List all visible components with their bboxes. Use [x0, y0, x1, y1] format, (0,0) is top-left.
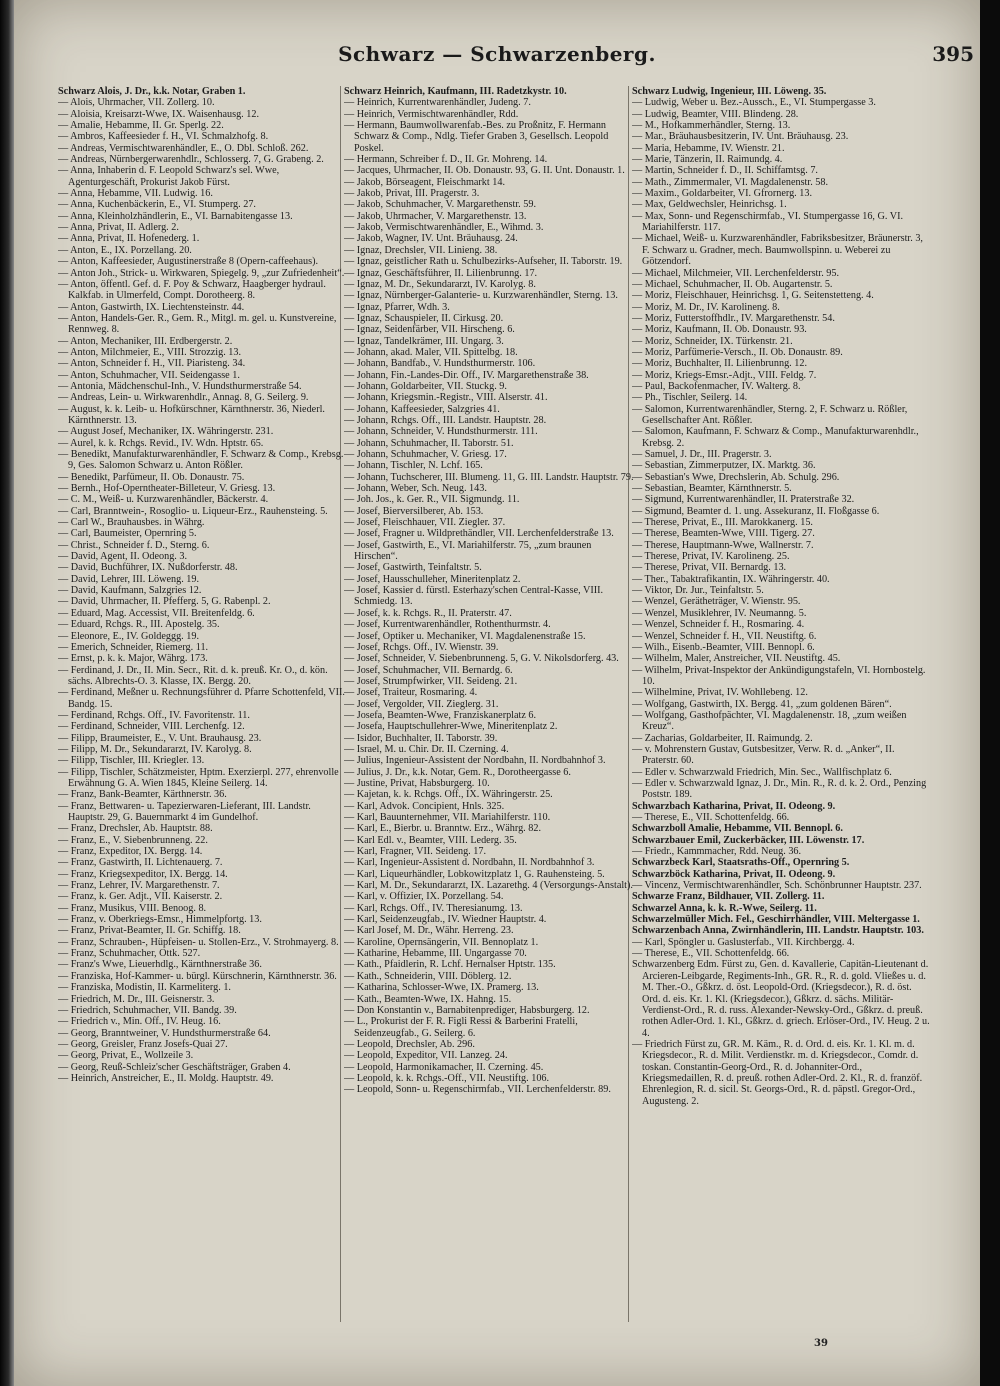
- directory-entry: — David, Lehrer, III. Löweng. 19.: [58, 573, 200, 585]
- directory-entry: — Paul, Backofenmacher, IV. Walterg. 8.: [632, 380, 801, 392]
- directory-entry: — Christ., Schneider f. D., Sterng. 6.: [58, 539, 210, 551]
- directory-entry: — Ignaz, Tandelkrämer, III. Ungarg. 3.: [344, 335, 504, 347]
- directory-entry: — Math., Zimmermaler, VI. Magdalenenstr. 58.: [632, 176, 829, 188]
- directory-entry: — Amalie, Hebamme, II. Gr. Sperlg. 22.: [58, 120, 224, 132]
- directory-entry: — Michael, Weiß- u. Kurzwarenhändler, Fabriksbesitzer, Bräunerstr. 3, F. Schwarz u. Gradner, mech. Baumwollspinn. u. Weberei zu Götzendorf.: [632, 233, 923, 268]
- directory-entry: — Johann, Tuchscherer, III. Blumeng. 11, G. III. Landstr. Hauptstr. 79.: [344, 471, 634, 483]
- directory-entry: — Karoline, Opernsängerin, VII. Bennoplatz 1.: [344, 936, 539, 948]
- directory-entry: — Franz, Expeditor, IX. Bergg. 14.: [58, 846, 203, 858]
- directory-entry: — Mar., Bräuhausbesitzerin, IV. Unt. Bräuhausg. 23.: [632, 131, 849, 143]
- directory-entry: — Josef, Gastwirth, Teinfaltstr. 5.: [344, 562, 482, 574]
- directory-heading-entry: Schwarzenbach Anna, Zwirnhändlerin, III. Landstr. Hauptstr. 103.: [632, 925, 924, 937]
- directory-entry: — Andreas, Nürnbergerwarenhdlr., Schlosserg. 7, G. Grabeng. 2.: [58, 154, 324, 166]
- directory-entry: — David, Agent, II. Odeong. 3.: [58, 551, 188, 563]
- directory-entry: — Josef, Fragner u. Wildprethändler, VII. Lerchenfelderstraße 13.: [344, 528, 614, 540]
- directory-entry: — Josef, Traiteur, Rosmaring. 4.: [344, 687, 478, 699]
- directory-entry: — Ferdinand, Rchgs. Off., IV. Favoritenstr. 11.: [58, 709, 250, 721]
- directory-entry: — Georg, Branntweiner, V. Hundsthurmerstraße 64.: [58, 1027, 271, 1039]
- directory-entry: — Franz, Drechsler, Ab. Hauptstr. 88.: [58, 823, 213, 835]
- directory-entry: — Maria, Hebamme, IV. Wienstr. 21.: [632, 142, 785, 154]
- directory-entry: — Benedikt, Parfümeur, II. Ob. Donaustr. 75.: [58, 471, 245, 483]
- directory-entry: — Moriz, Fleischhauer, Heinrichsg. 1, G. Seitenstetteng. 4.: [632, 290, 874, 302]
- directory-entry: — Sebastian, Zimmerputzer, IX. Marktg. 36.: [632, 460, 816, 472]
- directory-entry: — Wolfgang, Gastwirth, IX. Bergg. 41, „zum goldenen Bären“.: [632, 698, 892, 710]
- directory-entry: — Franz, Kriegsexpeditor, IX. Bergg. 14.: [58, 868, 228, 880]
- directory-entry: — Josef, Schneider, V. Siebenbrunneng. 5, G. V. Nikolsdorferg. 43.: [344, 653, 619, 665]
- directory-entry: — Franz, Musikus, VIII. Benoog. 8.: [58, 902, 207, 914]
- directory-entry: — Ther., Tabaktrafikantin, IX. Währingerstr. 40.: [632, 573, 830, 585]
- directory-heading-entry: Schwarzelmüller Mich. Fel., Geschirrhändler, VIII. Meltergasse 1.: [632, 914, 920, 926]
- directory-entry: — Therese, Beamten-Wwe, VIII. Tigerg. 27.: [632, 528, 815, 540]
- directory-entry: — Zacharias, Goldarbeiter, II. Raimundg. 2.: [632, 732, 813, 744]
- directory-entry: — Emerich, Schneider, Riemerg. 11.: [58, 641, 209, 653]
- directory-entry: — Karl, Liqueurhändler, Lobkowitzplatz 1, G. Rauhensteing. 5.: [344, 868, 605, 880]
- directory-entry: — Friedr., Kammmacher, Rdd. Neug. 36.: [632, 846, 802, 858]
- directory-entry: — Johann, Schneider, V. Hundsthurmerstr. 111.: [344, 426, 538, 438]
- directory-entry: — Filipp, Braumeister, E., V. Unt. Brauhausg. 23.: [58, 732, 262, 744]
- directory-entry: — Wilh., Eisenb.-Beamter, VIII. Bennopl. 6.: [632, 641, 815, 653]
- directory-heading-entry: Schwarzböck Katharina, Privat, II. Odeong. 9.: [632, 868, 836, 880]
- directory-entry: — Anna, Privat, II. Hofenederg. 1.: [58, 233, 200, 245]
- directory-entry: — Filipp, M. Dr., Sekundararzt, IV. Karolyg. 8.: [58, 743, 252, 755]
- directory-entry: — Therese, Privat, VII. Bernardg. 13.: [632, 562, 787, 574]
- directory-entry: — Josef, Kurrentwarenhändler, Rothenthurmstr. 4.: [344, 619, 551, 631]
- directory-entry: — Wolfgang, Gasthofpächter, VI. Magdalenenstr. 18, „zum weißen Kreuz“.: [632, 709, 907, 733]
- directory-entry: — Therese, E., VII. Schottenfeldg. 66.: [632, 948, 790, 960]
- directory-entry: — Johann, Goldarbeiter, VII. Stuckg. 9.: [344, 380, 507, 392]
- directory-entry: — Moriz, M. Dr., IV. Karolineng. 8.: [632, 301, 780, 313]
- directory-entry: — August Josef, Mechaniker, IX. Währingerstr. 231.: [58, 426, 274, 438]
- directory-heading-entry: Schwarz Heinrich, Kaufmann, III. Radetzkystr. 10.: [344, 86, 567, 97]
- directory-entry: — Friedrich v., Min. Off., IV. Heug. 16.: [58, 1016, 221, 1028]
- directory-entry: — Antonia, Mädchenschul-Inh., V. Hundsthurmerstraße 54.: [58, 380, 302, 392]
- directory-entry: — Salomon, Kaufmann, F. Schwarz & Comp., Manufakturwarenhdlr., Krebsg. 2.: [632, 426, 919, 449]
- directory-entry: — Franz's Wwe, Lieuerhdlg., Kärnthnerstraße 36.: [58, 959, 262, 971]
- directory-entry: — Ignaz, Geschäftsführer, II. Lilienbrunng. 17.: [344, 267, 538, 279]
- directory-entry: — Johann, Tischler, N. Lchf. 165.: [344, 460, 483, 472]
- directory-entry: — Ignaz, M. Dr., Sekundararzt, IV. Karolyg. 8.: [344, 278, 536, 290]
- directory-entry: — Anton, Mechaniker, III. Erdbergerstr. 2.: [58, 335, 233, 347]
- directory-entry: — Eduard, Rchgs. R., III. Apostelg. 35.: [58, 619, 220, 631]
- directory-entry: — Ferdinand, J. Dr., II. Min. Secr., Rit. d. k. preuß. Kr. O., d. kön. sächs. Albrechts-O. 3. Klasse, IX. Bergg. 20.: [58, 664, 328, 687]
- directory-column-2: [344, 86, 634, 1322]
- directory-entry: — Sebastian, Beamter, Kärnthnerstr. 5.: [632, 483, 792, 495]
- directory-entry: — Georg, Greisler, Franz Josefs-Quai 27.: [58, 1038, 228, 1050]
- directory-entry: — Josef, Hausschulleher, Mineritenplatz 2.: [344, 573, 521, 585]
- page-header: [14, 38, 980, 72]
- directory-entry: — Leopold, Drechsler, Ab. 296.: [344, 1038, 475, 1050]
- directory-entry: — v. Mohrenstern Gustav, Gutsbesitzer, Verw. R. d. „Anker“, II. Praterstr. 60.: [632, 743, 895, 767]
- directory-entry: — Karl Josef, M. Dr., Währ. Herreng. 23.: [344, 925, 514, 937]
- page-title: Schwarz — Schwarzenberg.: [338, 42, 656, 66]
- directory-entry: — Franz, v. Oberkriegs-Emsr., Himmelpfortg. 13.: [58, 914, 262, 926]
- directory-entry: — Leopold, k. k. Rchgs.-Off., VII. Neustiftg. 106.: [344, 1072, 550, 1084]
- directory-entry: — Julius, Ingenieur-Assistent der Nordbahn, II. Nordbahnhof 3.: [344, 755, 606, 767]
- directory-entry: — Karl, Ingenieur-Assistent d. Nordbahn, II. Nordbahnhof 3.: [344, 857, 595, 869]
- signature-mark: 39: [814, 1338, 828, 1349]
- directory-entry: — Ernst, p. k. k. Major, Währg. 173.: [58, 653, 208, 665]
- directory-entry: — Wilhelm, Privat-Inspektor der Ankündigungstafeln, VI. Hornbostelg. 10.: [632, 664, 926, 687]
- directory-entry: — Josefa, Beamten-Wwe, Franziskanerplatz 6.: [344, 709, 537, 721]
- directory-page: [14, 0, 980, 1386]
- directory-heading-entry: Schwarzbeck Karl, Staatsraths-Off., Opernring 5.: [632, 857, 850, 869]
- directory-entry: — Jakob, Uhrmacher, V. Margarethenstr. 13.: [344, 210, 527, 222]
- directory-entry: — Filipp, Tischler, Schätzmeister, Hptm. Exerzierpl. 277, ehrenvolle Erwähnung G. A. Wien 1845, Kleine Seilerg. 14.: [58, 766, 339, 789]
- directory-entry: — Johann, Bandfab., V. Hundsthurmerstr. 106.: [344, 358, 536, 370]
- directory-entry: — Jakob, Schuhmacher, V. Margarethenstr. 59.: [344, 199, 536, 211]
- directory-entry: — Josef, Gastwirth, E., VI. Mariahilferstr. 75, „zum braunen Hirschen“.: [344, 539, 592, 563]
- directory-entry: — Wenzel, Schneider f. H., Rosmaring. 4.: [632, 619, 805, 631]
- directory-entry: — Heinrich, Kurrentwarenhändler, Judeng. 7.: [344, 97, 531, 109]
- directory-entry: — Ferdinand, Schneider, VIII. Lerchenfg. 12.: [58, 721, 245, 733]
- directory-entry: — Jakob, Wagner, IV. Unt. Bräuhausg. 24.: [344, 233, 518, 245]
- directory-heading-entry: Schwarzbauer Emil, Zuckerbäcker, III. Löwenstr. 17.: [632, 834, 865, 846]
- directory-entry: — Josef, Fleischhauer, VII. Ziegler. 37.: [344, 517, 506, 529]
- directory-entry: — Ignaz, Drechsler, VII. Linieng. 38.: [344, 244, 498, 256]
- directory-entry: — Therese, Privat, IV. Karolineng. 25.: [632, 551, 790, 563]
- directory-entry: — Kath., Beamten-Wwe, IX. Hahng. 15.: [344, 993, 512, 1005]
- directory-entry: — Don Konstantin v., Barnabitenprediger, Habsburgerg. 12.: [344, 1004, 590, 1016]
- directory-entry: — Friedrich, Schuhmacher, VII. Bandg. 39.: [58, 1004, 237, 1016]
- directory-entry: — C. M., Weiß- u. Kurzwarenhändler, Bäckerstr. 4.: [58, 494, 269, 506]
- directory-entry: — Aloisia, Kreisarzt-Wwe, IX. Waisenhausg. 12.: [58, 108, 259, 120]
- directory-entry: — Jacques, Uhrmacher, II. Ob. Donaustr. 93, G. II. Unt. Donaustr. 1.: [344, 165, 625, 177]
- directory-entry: — Jakob, Vermischtwarenhändler, E., Wihmd. 3.: [344, 222, 544, 234]
- directory-entry: — Martin, Schneider f. D., II. Schiffamtsg. 7.: [632, 165, 818, 177]
- directory-entry: — Franz, Privat-Beamter, II. Gr. Schiffg. 18.: [58, 925, 241, 937]
- directory-entry: — Anna, Kuchenbäckerin, E., VI. Stumperg. 27.: [58, 199, 256, 211]
- directory-entry: — Johann, Kaffeesieder, Salzgries 41.: [344, 403, 500, 415]
- directory-entry: — Samuel, J. Dr., III. Pragerstr. 3.: [632, 449, 772, 460]
- directory-entry: — Moriz, Futterstoffhdlr., IV. Margarethenstr. 54.: [632, 312, 835, 324]
- directory-entry: — Max, Sonn- und Regenschirmfab., VI. Stumpergasse 16, G. VI. Mariahilferstr. 117.: [632, 210, 904, 234]
- directory-entry: — Sigmund, Beamter d. 1. ung. Assekuranz, II. Floßgasse 6.: [632, 505, 880, 517]
- directory-entry: — Ignaz, Pfarrer, Wdh. 3.: [344, 301, 450, 313]
- directory-entry: — Andreas, Lein- u. Wirkwarenhdlr., Annag. 8, G. Seilerg. 9.: [58, 392, 309, 404]
- directory-entry: — Friedrich Fürst zu, GR. M. Käm., R. d. Ord. d. eis. Kr. 1. Kl. m. d. Kriegsdecor., R. d. Milit. Verdienstkr. m. d. Kriegsdecor., Comdr. d. toskan. Constantin-Georg-Ord., R. d. Johanniter-Ord., Kriegsmedaillen, R. d. preuß. rothen Adler-Ord. 2. Kl., R. d. franzöf. Ehrenlegion, R. d. sicil. St. Georgs-Ord., R. d. päpstl. Gregor-Ord., Augusteng. 2.: [632, 1038, 923, 1107]
- directory-entry: — Anton, Kaffeesieder, Augustinerstraße 8 (Opern-caffeehaus).: [58, 256, 319, 268]
- directory-entry: — Wenzel, Schneider f. H., VII. Neustiftg. 6.: [632, 630, 817, 642]
- directory-entry: — Filipp, Tischler, III. Kriegler. 13.: [58, 755, 205, 767]
- directory-column-3: [632, 86, 932, 1322]
- directory-entry: — Franz, E., V. Siebenbrunneng. 22.: [58, 834, 208, 846]
- directory-entry: — Moriz, Buchhalter, II. Lilienbrunng. 12.: [632, 358, 808, 370]
- directory-entry: — Anton, Handels-Ger. R., Gem. R., Mitgl. m. gel. u. Kunstvereine, Rennweg. 8.: [58, 312, 337, 336]
- directory-entry: — Carl, Branntwein-, Rosoglio- u. Liqueur-Erz., Rauhensteing. 5.: [58, 505, 328, 517]
- directory-entry: — Franz, Bank-Beamter, Kärthnerstr. 36.: [58, 789, 227, 801]
- directory-entry: — Ambros, Kaffeesieder f. H., VI. Schmalzhofg. 8.: [58, 131, 269, 143]
- directory-entry: — Therese, Hauptmann-Wwe, Wallnerstr. 7.: [632, 539, 814, 551]
- directory-entry: — Josef, Kassier d. fürstl. Esterhazy'schen Central-Kasse, VIII. Schmiedg. 13.: [344, 585, 604, 608]
- directory-entry: — Anton, öffentl. Gef. d. F. Poy & Schwarz, Haagberger hydraul. Kalkfab. in Ulmerfeld, Compt. Dorotheerg. 8.: [58, 278, 326, 302]
- directory-entry: — Eduard, Mag. Accessist, VII. Breitenfeldg. 6.: [58, 607, 255, 619]
- directory-entry: — Karl, Bauunternehmer, VII. Mariahilferstr. 110.: [344, 812, 551, 823]
- directory-entry: — Josef, Schuhmacher, VII. Bernardg. 6.: [344, 664, 513, 676]
- directory-entry: — Ferdinand, Meßner u. Rechnungsführer d. Pfarre Schottenfeld, VII. Bandg. 15.: [58, 687, 345, 710]
- directory-entry: — Kath., Pfaidlerin, R. Lchf. Hernalser Hptstr. 135.: [344, 959, 556, 971]
- directory-entry: — Franz, Lehrer, IV. Margarethenstr. 7.: [58, 880, 220, 892]
- directory-entry: — David, Uhrmacher, II. Pfefferg. 5, G. Rabenpl. 2.: [58, 596, 271, 608]
- directory-entry: — Johann, Fin.-Landes-Dir. Off., IV. Margarethenstraße 38.: [344, 369, 589, 381]
- directory-entry: — Heinrich, Vermischtwarenhändler, Rdd.: [344, 108, 519, 120]
- directory-entry: — Carl W., Brauhausbes. in Währg.: [58, 517, 205, 529]
- directory-entry: — Josef, Strumpfwirker, VII. Seideng. 21.: [344, 675, 518, 687]
- directory-entry: — Anton, Gastwirth, IX. Liechtensteinstr. 44.: [58, 301, 245, 313]
- directory-entry: — Viktor, Dr. Jur., Teinfaltstr. 5.: [632, 585, 764, 597]
- directory-entry: — Moriz, Parfümerie-Versch., II. Ob. Donaustr. 89.: [632, 346, 843, 358]
- directory-entry: — Josef, Rchgs. Off., IV. Wienstr. 39.: [344, 641, 499, 653]
- directory-entry: — Carl, Baumeister, Opernring 5.: [58, 528, 197, 540]
- directory-entry: — Johann, akad. Maler, VII. Spittelbg. 18.: [344, 346, 518, 358]
- directory-entry: — Marie, Tänzerin, II. Raimundg. 4.: [632, 154, 783, 166]
- directory-entry: — David, Buchführer, IX. Nußdorferstr. 48.: [58, 562, 238, 574]
- directory-entry: — Georg, Reuß-Schleiz'scher Geschäftsträger, Graben 4.: [58, 1061, 291, 1073]
- directory-entry: — Karl, Seidenzeugfab., IV. Wiedner Hauptstr. 4.: [344, 914, 547, 926]
- page-number: 395: [932, 42, 974, 66]
- directory-heading-entry: Schwarz Alois, J. Dr., k.k. Notar, Graben 1.: [58, 86, 246, 97]
- directory-entry: — Franziska, Hof-Kammer- u. bürgl. Kürschnerin, Kärnthnerstr. 36.: [58, 970, 337, 982]
- directory-entry: — David, Kaufmann, Salzgries 12.: [58, 585, 202, 597]
- directory-entry: — Israel, M. u. Chir. Dr. II. Czerning. 4.: [344, 743, 509, 755]
- directory-heading-entry: Schwarze Franz, Bildhauer, VII. Zollerg. 11.: [632, 891, 825, 903]
- directory-entry: — Hermann, Schreiber f. D., II. Gr. Mohreng. 14.: [344, 154, 548, 166]
- directory-entry: — Moriz, Schneider, IX. Türkenstr. 21.: [632, 335, 793, 347]
- directory-entry: — Alois, Uhrmacher, VII. Zollerg. 10.: [58, 97, 215, 109]
- directory-column-1: [58, 86, 348, 1322]
- directory-entry: — Justine, Privat, Habsburgerg. 10.: [344, 777, 490, 789]
- directory-entry: — Josef, k. k. Rchgs. R., II. Praterstr. 47.: [344, 607, 512, 619]
- directory-entry: — Wenzel, Musiklehrer, IV. Neumanng. 5.: [632, 607, 807, 619]
- directory-entry: — Franz, Gastwirth, II. Lichtenauerg. 7.: [58, 857, 223, 869]
- directory-heading-entry: Schwarzbach Katharina, Privat, II. Odeong. 9.: [632, 800, 836, 812]
- directory-entry: — Franz, Schrauben-, Hüpfeisen- u. Stollen-Erz., V. Strohmayerg. 8.: [58, 936, 339, 948]
- directory-entry: — Anton, Milchmeier, E., VIII. Strozzig. 13.: [58, 346, 242, 358]
- directory-entry: — Josef, Bierversilberer, Ab. 153.: [344, 505, 484, 517]
- directory-entry: — Jakob, Privat, III. Pragerstr. 3.: [344, 188, 480, 200]
- directory-entry: — Salomon, Kurrentwarenhändler, Sterng. 2, F. Schwarz u. Rößler, Gesellschafter Ant. Rößler.: [632, 403, 908, 426]
- directory-entry: — Karl, M. Dr., Sekundararzt, IX. Lazarethg. 4 (Versorgungs-Anstalt).: [344, 880, 633, 892]
- directory-entry: — Karl, v. Offizier, IX. Porzellang. 54.: [344, 891, 504, 903]
- directory-entry: — Josef, Optiker u. Mechaniker, VI. Magdalenenstraße 15.: [344, 630, 586, 642]
- directory-entry: — Vincenz, Vermischtwarenhändler, Sch. Schönbrunner Hauptstr. 237.: [632, 880, 922, 892]
- directory-entry: — Heinrich, Anstreicher, E., II. Moldg. Hauptstr. 49.: [58, 1072, 274, 1084]
- directory-entry: — Ignaz, Schauspieler, II. Cirkusg. 20.: [344, 312, 504, 324]
- directory-entry: — Anna, Privat, II. Adlerg. 2.: [58, 222, 179, 234]
- directory-entry: — Max, Geldwechsler, Heinrichsg. 1.: [632, 199, 787, 211]
- directory-entry: — Anna, Kleinholzhändlerin, E., VI. Barnabitengasse 13.: [58, 210, 293, 222]
- directory-entry: — Ph., Tischler, Seilerg. 14.: [632, 392, 748, 404]
- directory-entry: — Josef, Vergolder, VII. Zieglerg. 31.: [344, 698, 499, 710]
- directory-entry: — M., Hofkammerhändler, Sterng. 13.: [632, 120, 791, 132]
- directory-entry: — Ludwig, Beamter, VIII. Blindeng. 28.: [632, 108, 799, 120]
- directory-entry: — Wilhelm, Maler, Anstreicher, VII. Neustiftg. 45.: [632, 653, 841, 665]
- directory-entry: — Jakob, Börseagent, Fleischmarkt 14.: [344, 176, 505, 188]
- directory-entry: — Katharina, Schlosser-Wwe, IX. Pramerg. 13.: [344, 982, 539, 994]
- directory-entry: — Julius, J. Dr., k.k. Notar, Gem. R., Dorotheergasse 6.: [344, 766, 571, 778]
- directory-entry: — Wenzel, Gerätheträger, V. Wienstr. 95.: [632, 596, 801, 608]
- directory-entry: — Karl, Rchgs. Off., IV. Theresianumg. 13.: [344, 902, 523, 914]
- directory-entry: — Katharine, Hebamme, III. Ungargasse 70.: [344, 948, 527, 960]
- directory-entry: — Johann, Rchgs. Off., III. Landstr. Hauptstr. 28.: [344, 414, 547, 426]
- directory-entry: — Bernh., Hof-Operntheater-Billeteur, V. Griesg. 13.: [58, 483, 276, 495]
- directory-entry: — Karl Edl. v., Beamter, VIII. Lederg. 35.: [344, 834, 517, 846]
- directory-entry: — Karl, E., Bierbr. u. Branntw. Erz., Währg. 82.: [344, 823, 542, 835]
- directory-entry: — Anton, Schneider f. H., VII. Piaristeng. 34.: [58, 358, 246, 370]
- directory-entry: — Edler v. Schwarzwald Friedrich, Min. Sec., Wallfischplatz 6.: [632, 766, 892, 778]
- directory-heading-entry: Schwarzboll Amalie, Hebamme, VII. Bennopl. 6.: [632, 823, 843, 835]
- directory-entry: — Franz, k. Ger. Adjt., VII. Kaiserstr. 2.: [58, 891, 223, 903]
- directory-entry: — Therese, Privat, E., III. Marokkanerg. 15.: [632, 517, 813, 529]
- directory-heading-entry: Schwarzel Anna, k. k. R.-Wwe, Seilerg. 11.: [632, 902, 817, 914]
- directory-entry: — Johann, Schuhmacher, V. Griesg. 17.: [344, 449, 507, 460]
- directory-entry: — Leopold, Harmonikamacher, II. Czerning. 45.: [344, 1061, 544, 1073]
- directory-entry: — Edler v. Schwarzwald Ignaz, J. Dr., Min. R., R. d. k. 2. Ord., Penzing Poststr. 189.: [632, 777, 927, 801]
- directory-entry: — Benedikt, Manufakturwarenhändler, F. Schwarz & Comp., Krebsg. 9, Ges. Salomon Schwarz u. Anton Rößler.: [58, 449, 344, 472]
- directory-entry: — Ignaz, Seidenfärber, VII. Hirscheng. 6.: [344, 324, 515, 336]
- directory-entry: — Michael, Schuhmacher, II. Ob. Augartenstr. 5.: [632, 278, 833, 290]
- directory-entry: — Moriz, Kaufmann, II. Ob. Donaustr. 93.: [632, 324, 807, 336]
- directory-entry: — Kath., Schneiderin, VIII. Döblerg. 12.: [344, 970, 512, 982]
- directory-entry: — Josefa, Hauptschullehrer-Wwe, Mineritenplatz 2.: [344, 721, 558, 733]
- directory-entry: — Anna, Hebamme, VII. Ludwig. 16.: [58, 188, 213, 200]
- directory-entry: — Ignaz, Nürnberger-Galanterie- u. Kurzwarenhändler, Sterng. 13.: [344, 290, 618, 302]
- directory-entry: — Wilhelmine, Privat, IV. Wohllebeng. 12.: [632, 687, 808, 699]
- directory-entry: — Johann, Weber, Sch. Neug. 143.: [344, 483, 487, 495]
- directory-heading-entry: Schwarz Ludwig, Ingenieur, III. Löweng. 35.: [632, 86, 827, 97]
- directory-entry: — Maxim., Goldarbeiter, VI. Gfrornerg. 13.: [632, 188, 813, 200]
- directory-entry: — Sigmund, Kurrentwarenhändler, II. Praterstraße 32.: [632, 494, 855, 506]
- directory-entry: — Franz, Schuhmacher, Ottk. 527.: [58, 948, 201, 960]
- directory-entry: — Leopold, Expeditor, VII. Lanzeg. 24.: [344, 1050, 508, 1062]
- directory-entry: — Franziska, Modistin, II. Karmeliterg. 1.: [58, 982, 231, 994]
- directory-entry: — Franz, Bettwaren- u. Tapezierwaren-Lieferant, III. Landstr. Hauptstr. 29, G. Bauernmarkt 4 im Gundelhof.: [58, 800, 311, 823]
- directory-entry: Schwarzenberg Edm. Fürst zu, Gen. d. Kavallerie, Capitän-Lieutenant d. Arcieren-Leibgarde, Regiments-Inh., GR. R., R. d. gold. Vließes u. d. M. Ther.-O., Gßkrz. d. öst. Leopold-Ord. (Kriegsdecor.), R. d. öst. Ord. d. eis. Kr. 1. Kl. (Kriegsdecor.), Gßkrz. d. sächs. Militär-Verdienst-Ord., R. d. russ. Alexander-Newsky-Ord., Gßkrz. d. preuß. rothen Adler-Ord. 1. Kl., Gßkrz. d. griech. Erlöser-Ord., IV. Heug. 2 u. 4.: [632, 959, 930, 1039]
- directory-entry: — Friedrich, M. Dr., III. Geisnerstr. 3.: [58, 993, 215, 1005]
- directory-entry: — Georg, Privat, E., Wollzeile 3.: [58, 1050, 194, 1062]
- directory-entry: — Johann, Kriegsmin.-Registr., VIII. Alserstr. 41.: [344, 392, 548, 404]
- directory-entry: — Leopold, Sonn- u. Regenschirmfab., VII. Lerchenfelderstr. 89.: [344, 1084, 611, 1096]
- directory-entry: — Aurel, k. k. Rchgs. Revid., IV. Wdn. Hptstr. 65.: [58, 437, 264, 449]
- directory-entry: — Anna, Inhaberin d. F. Leopold Schwarz's sel. Wwe, Agenturgeschäft, Prokurist Jakob Fürst.: [58, 165, 280, 188]
- directory-entry: — August, k. k. Leib- u. Hofkürschner, Kärnthnerstr. 36, Niederl. Kärnthnerstr. 13.: [58, 403, 325, 426]
- directory-entry: — Hermann, Baumwollwarenfab.-Bes. zu Proßnitz, F. Hermann Schwarz & Comp., Ndlg. Tiefer Graben 3, Gesellsch. Leopold Poskel.: [344, 120, 609, 154]
- directory-entry: — Eleonore, E., IV. Goldeggg. 19.: [58, 630, 199, 642]
- directory-entry: — Isidor, Buchhalter, II. Taborstr. 39.: [344, 732, 498, 744]
- directory-entry: — Karl, Spöngler u. Gaslusterfab., VII. Kirchbergg. 4.: [632, 936, 855, 948]
- directory-entry: — Andreas, Vermischtwarenhändler, E., O. Dbl. Schloß. 262.: [58, 142, 309, 154]
- directory-entry: — Ignaz, geistlicher Rath u. Schulbezirks-Aufseher, II. Taborstr. 19.: [344, 256, 623, 268]
- directory-entry: — Anton, Schuhmacher, VII. Seidengasse 1.: [58, 369, 240, 381]
- directory-entry: — Karl, Advok. Concipient, Hnls. 325.: [344, 800, 505, 812]
- directory-entry: — Kajetan, k. k. Rchgs. Off., IX. Währingerstr. 25.: [344, 789, 553, 801]
- directory-entry: — Anton Joh., Strick- u. Wirkwaren, Spiegelg. 9, „zur Zufriedenheit“.: [58, 267, 345, 279]
- directory-entry: — Sebastian's Wwe, Drechslerin, Ab. Schulg. 296.: [632, 471, 840, 483]
- directory-entry: — Anton, E., IX. Porzellang. 20.: [58, 244, 192, 256]
- directory-entry: — Moriz, Kriegs-Emsr.-Adjt., VIII. Feldg. 7.: [632, 369, 817, 381]
- directory-entry: — Joh. Jos., k. Ger. R., VII. Sigmundg. 11.: [344, 494, 520, 506]
- directory-entry: — Johann, Schuhmacher, II. Taborstr. 51.: [344, 437, 514, 449]
- directory-entry: — Karl, Fragner, VII. Seideng. 17.: [344, 846, 486, 858]
- directory-entry: — L., Prokurist der F. R. Figli Ressi & Barberini Fratelli, Seidenzeugfab., G. Seilerg. 6.: [344, 1016, 578, 1039]
- book-gutter: [0, 0, 14, 1386]
- directory-entry: — Michael, Milchmeier, VII. Lerchenfelderstr. 95.: [632, 267, 840, 279]
- directory-entry: — Ludwig, Weber u. Bez.-Aussch., E., VI. Stumpergasse 3.: [632, 97, 876, 109]
- directory-entry: — Therese, E., VII. Schottenfeldg. 66.: [632, 812, 790, 823]
